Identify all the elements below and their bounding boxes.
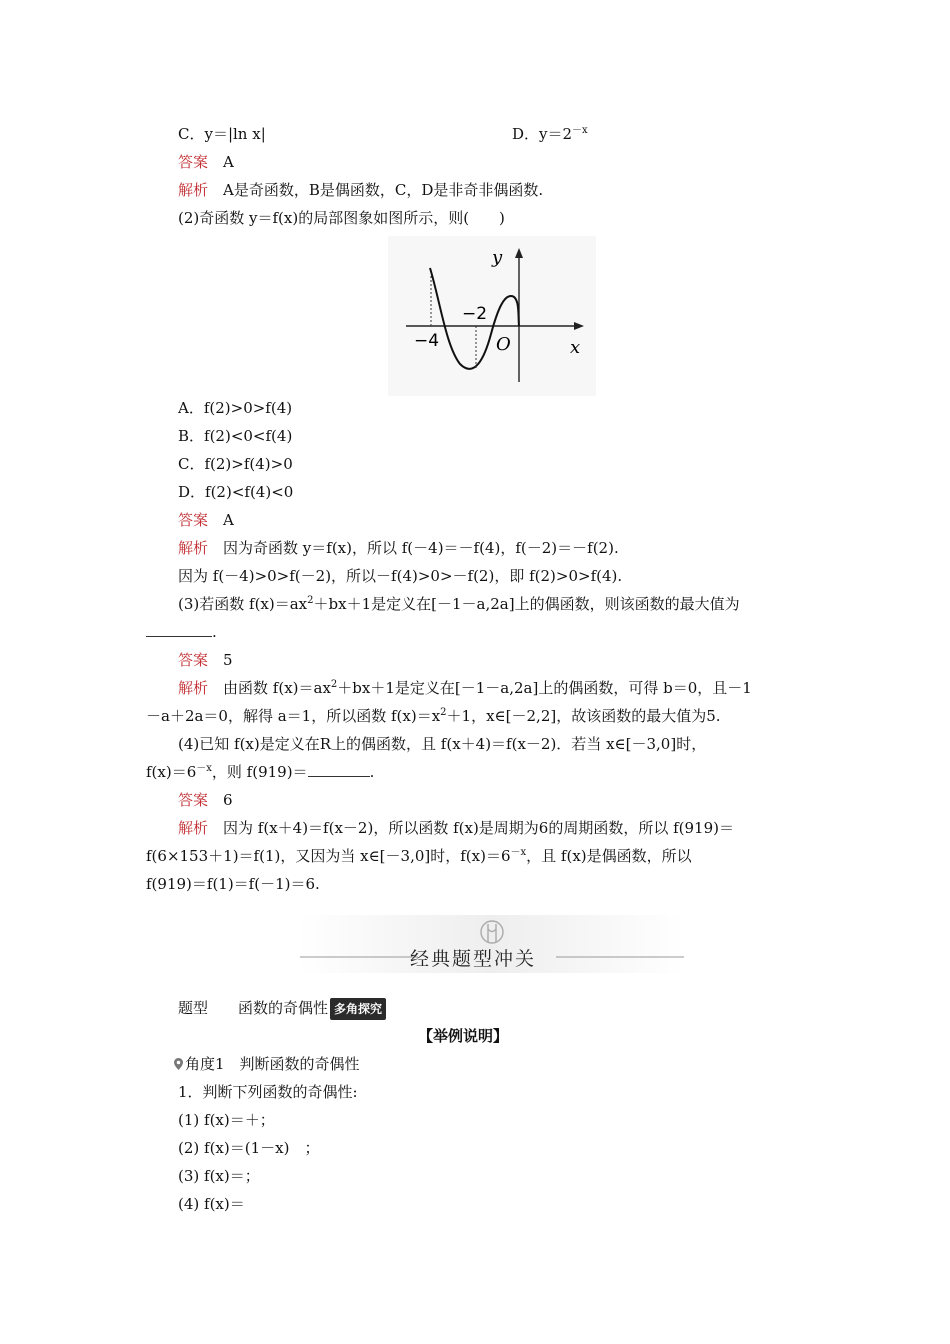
exponent: 2	[330, 679, 338, 690]
answer-label: 答案	[178, 651, 209, 669]
option-c: C．y＝|ln x|	[178, 125, 266, 143]
type-label: 题型	[178, 999, 209, 1017]
analysis-text-b: ＋bx＋1是定义在[－1－a,2a]上的偶函数，可得 b＝0，且－1	[337, 679, 752, 697]
x-axis-label: x	[570, 337, 581, 358]
analysis-text-b: ，且 f(x)是偶函数，所以	[526, 847, 692, 865]
analysis-text-a: f(6×153＋1)＝f(1)，又因为当 x∈[－3,0]时，f(x)＝6	[146, 847, 511, 865]
answer-blank	[308, 762, 370, 777]
exponent: －x	[510, 847, 527, 858]
exercise-item-2: (2) f(x)＝(1－x) ；	[178, 1139, 320, 1157]
analysis-text-b: ＋1，x∈[－2,2]，故该函数的最大值为5.	[446, 707, 721, 725]
q3-stem-end: .	[212, 623, 217, 641]
q2-option-d: D．f(2)<f(4)<0	[178, 483, 294, 501]
answer-value: A	[223, 153, 234, 171]
type-badge: 多角探究	[330, 998, 386, 1020]
odd-function-graph	[388, 236, 596, 396]
analysis-label: 解析	[178, 181, 209, 199]
q4-answer	[178, 790, 233, 810]
q3-stem-line2	[146, 622, 217, 642]
exercise-item-4: (4) f(x)＝	[178, 1195, 245, 1213]
tick-label-neg2: −2	[462, 304, 488, 324]
q4-stem-part-b: ，则 f(919)＝	[211, 763, 308, 781]
q4-stem-end: .	[369, 763, 375, 781]
q2-analysis-line2: 因为 f(－4)>0>f(－2)，所以－f(4)>0>－f(2)，即 f(2)>0>f(4).	[178, 567, 623, 585]
q4-stem-line1: (4)已知 f(x)是定义在R上的偶函数，且 f(x＋4)＝f(x－2)．若当 x∈[－3,0]时，	[178, 735, 707, 753]
answer-value: A	[223, 511, 234, 529]
location-pin-icon	[174, 1058, 183, 1070]
q3-stem-part-a: (3)若函数 f(x)＝ax	[178, 595, 308, 613]
q1-analysis	[178, 180, 543, 200]
answer-label: 答案	[178, 153, 209, 171]
q2-analysis-line1	[178, 538, 619, 558]
analysis-text: 因为奇函数 y＝f(x)，所以 f(－4)＝－f(4)，f(－2)＝－f(2).	[223, 539, 619, 557]
q3-stem-line1	[178, 594, 740, 614]
exercise-item-1: (1) f(x)＝＋；	[178, 1111, 275, 1129]
analysis-text: 因为 f(x＋4)＝f(x－2)，所以函数 f(x)是周期为6的周期函数，所以 f(919)＝	[223, 819, 735, 837]
q2-option-c: C．f(2)>f(4)>0	[178, 455, 293, 473]
analysis-label: 解析	[178, 679, 209, 697]
exponent: －x	[196, 763, 212, 774]
angle-label: 角度1 判断函数的奇偶性	[185, 1055, 360, 1073]
option-d-text: D．y＝2	[512, 125, 573, 143]
q3-analysis-line1	[178, 678, 752, 698]
exponent: 2	[440, 707, 447, 718]
tick-label-neg4: −4	[414, 331, 440, 351]
q2-stem: (2)奇函数 y＝f(x)的局部图象如图所示，则( )	[178, 209, 505, 227]
answer-value: 5	[223, 651, 233, 669]
q4-analysis-line3: f(919)＝f(1)＝f(－1)＝6.	[146, 875, 320, 893]
q3-stem-part-b: ＋bx＋1是定义在[－1－a,2a]上的偶函数，则该函数的最大值为	[313, 595, 740, 613]
answer-value: 6	[223, 791, 233, 809]
y-axis-label: y	[492, 247, 503, 268]
exercise-stem: 1．判断下列函数的奇偶性:	[178, 1083, 358, 1101]
option-d	[512, 124, 588, 144]
analysis-text-a: －a＋2a＝0，解得 a＝1，所以函数 f(x)＝x	[146, 707, 441, 725]
q2-answer	[178, 510, 234, 530]
answer-label: 答案	[178, 791, 209, 809]
q1-answer	[178, 152, 234, 172]
banner-title: 经典题型冲关	[410, 948, 537, 970]
q2-option-a: A．f(2)>0>f(4)	[178, 399, 293, 417]
example-heading: 【举例说明】	[418, 1027, 509, 1045]
q4-analysis-line1	[178, 818, 734, 838]
type-title: 函数的奇偶性	[238, 999, 329, 1017]
option-d-exponent: －x	[572, 125, 588, 136]
answer-label: 答案	[178, 511, 209, 529]
q4-stem-part-a: f(x)＝6	[146, 763, 197, 781]
exponent: 2	[307, 595, 314, 606]
q4-analysis-line2	[146, 846, 692, 866]
q3-analysis-line2	[146, 706, 721, 726]
q2-option-b: B．f(2)<0<f(4)	[178, 427, 293, 445]
exercise-item-3: (3) f(x)＝；	[178, 1167, 260, 1185]
analysis-label: 解析	[178, 539, 209, 557]
question-type-heading	[178, 998, 386, 1020]
analysis-text: A是奇函数，B是偶函数，C，D是非奇非偶函数.	[223, 181, 544, 199]
q4-stem-line2	[146, 762, 374, 782]
q3-answer	[178, 650, 233, 670]
analysis-text-a: 由函数 f(x)＝ax	[223, 679, 331, 697]
angle-heading	[174, 1054, 360, 1074]
origin-label: O	[496, 334, 511, 355]
analysis-label: 解析	[178, 819, 209, 837]
answer-blank	[146, 622, 212, 637]
